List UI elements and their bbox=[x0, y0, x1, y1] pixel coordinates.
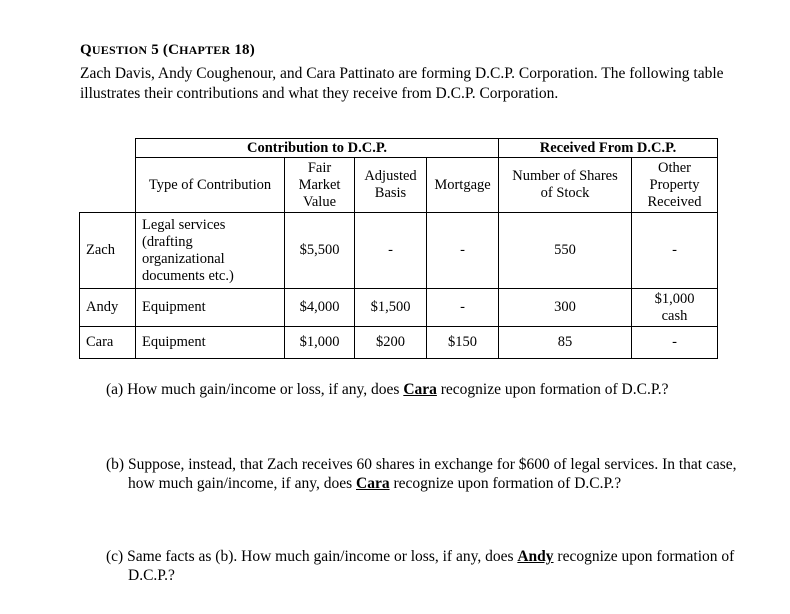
table-row bbox=[80, 289, 718, 327]
row-shares: 300 bbox=[499, 289, 632, 327]
row-fmv: $5,500 bbox=[285, 213, 355, 289]
header-received: Received From D.C.P. bbox=[499, 139, 718, 158]
question-b: (b) Suppose, instead, that Zach receives 60 shares in exchange for $600 of legal services. In that case, how much gain/income, if any, does Cara recognize upon formation of D.C.P.? bbox=[106, 456, 737, 492]
col-header-shares: Number of Shares of Stock bbox=[499, 158, 632, 213]
row-type: Legal services (drafting organizational documents etc.) bbox=[136, 213, 285, 289]
row-type: Equipment bbox=[136, 327, 285, 359]
row-other: $1,000 cash bbox=[632, 289, 718, 327]
col-header-mortgage: Mortgage bbox=[427, 158, 499, 213]
col-header-other: Other Property Received bbox=[632, 158, 718, 213]
table-row bbox=[80, 327, 718, 359]
question-c: (c) Same facts as (b). How much gain/income or loss, if any, does Andy recognize upon formation of D.C.P.? bbox=[106, 548, 735, 584]
question-heading: QUESTION 5 (CHAPTER 18) bbox=[80, 42, 255, 58]
table-row bbox=[80, 213, 718, 289]
row-fmv: $1,000 bbox=[285, 327, 355, 359]
row-basis: $1,500 bbox=[355, 289, 427, 327]
col-header-basis: Adjusted Basis bbox=[355, 158, 427, 213]
row-shares: 85 bbox=[499, 327, 632, 359]
row-name: Andy bbox=[80, 289, 136, 327]
row-mortgage: - bbox=[427, 289, 499, 327]
header-contribution: Contribution to D.C.P. bbox=[136, 139, 499, 158]
intro-paragraph: Zach Davis, Andy Coughenour, and Cara Pattinato are forming D.C.P. Corporation. The following table illustrates their contributions and what they receive from D.C.P. Corporation. bbox=[80, 65, 724, 102]
contribution-table bbox=[79, 138, 718, 359]
row-other: - bbox=[632, 327, 718, 359]
row-mortgage: - bbox=[427, 213, 499, 289]
row-type: Equipment bbox=[136, 289, 285, 327]
row-fmv: $4,000 bbox=[285, 289, 355, 327]
row-basis: $200 bbox=[355, 327, 427, 359]
row-other: - bbox=[632, 213, 718, 289]
col-header-type: Type of Contribution bbox=[136, 158, 285, 213]
question-a: (a) How much gain/income or loss, if any, does Cara recognize upon formation of D.C.P.? bbox=[106, 381, 669, 398]
col-header-fmv: Fair Market Value bbox=[285, 158, 355, 213]
row-shares: 550 bbox=[499, 213, 632, 289]
row-basis: - bbox=[355, 213, 427, 289]
row-name: Zach bbox=[80, 213, 136, 289]
row-mortgage: $150 bbox=[427, 327, 499, 359]
row-name: Cara bbox=[80, 327, 136, 359]
